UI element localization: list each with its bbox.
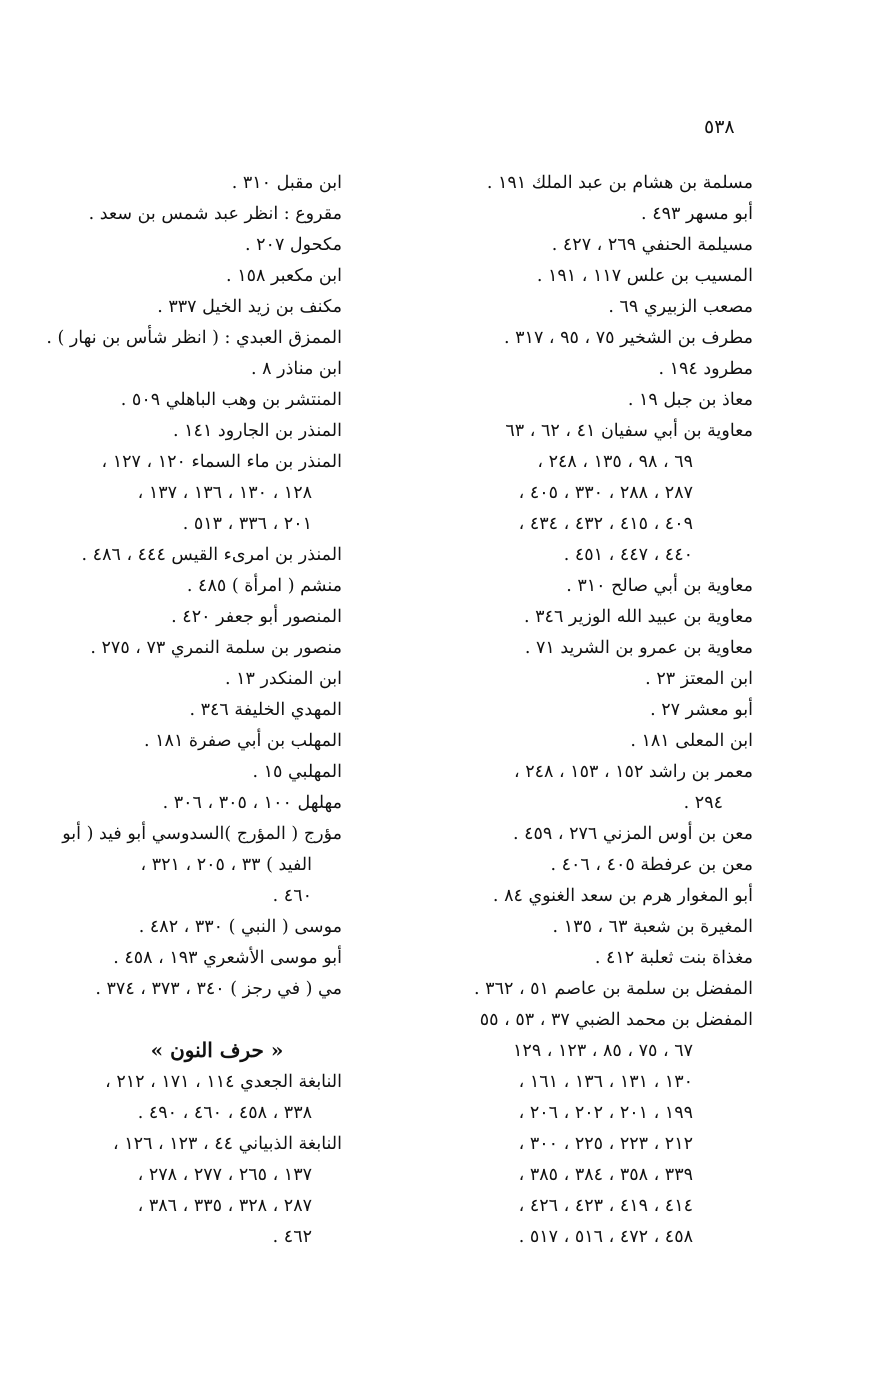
index-entry-continuation: ٣٣٨ ، ٤٥٨ ، ٤٦٠ ، ٤٩٠ . xyxy=(137,1103,312,1123)
index-entry: معاوية بن أبي سفيان ٤١ ، ٦٢ ، ٦٣ xyxy=(505,421,753,441)
index-entry-continuation: ١٣٧ ، ٢٦٥ ، ٢٧٧ ، ٢٧٨ ، xyxy=(137,1165,312,1185)
index-entry: معاوية بن عمرو بن الشريد ٧١ . xyxy=(524,638,753,658)
index-entry: النابغة الجعدي ١١٤ ، ١٧١ ، ٢١٢ ، xyxy=(105,1072,342,1092)
index-entry: مهلهل ١٠٠ ، ٣٠٥ ، ٣٠٦ . xyxy=(162,793,342,813)
index-entry-continuation: ٢١٢ ، ٢٢٣ ، ٢٢٥ ، ٣٠٠ ، xyxy=(518,1134,693,1154)
index-entry-continuation: ٢٨٧ ، ٢٨٨ ، ٣٣٠ ، ٤٠٥ ، xyxy=(518,483,693,503)
index-entry: النابغة الذبياني ٤٤ ، ١٢٣ ، ١٢٦ ، xyxy=(113,1134,342,1154)
index-entry: ابن مناذر ٨ . xyxy=(251,359,342,379)
index-entry: معاوية بن أبي صالح ٣١٠ . xyxy=(566,576,753,596)
index-entry: أبو المغوار هرم بن سعد الغنوي ٨٤ . xyxy=(492,886,753,906)
index-entry-continuation: ٤٥٨ ، ٤٧٢ ، ٥١٦ ، ٥١٧ . xyxy=(518,1227,693,1247)
index-entry: ابن مكعبر ١٥٨ . xyxy=(226,266,342,286)
index-entry: معن بن أوس المزني ٢٧٦ ، ٤٥٩ . xyxy=(512,824,753,844)
index-entry-continuation: الفيد ) ٣٣ ، ٢٠٥ ، ٣٢١ ، xyxy=(140,855,312,875)
index-entry-continuation: ٣٣٩ ، ٣٥٨ ، ٣٨٤ ، ٣٨٥ ، xyxy=(518,1165,693,1185)
index-entry-continuation: ٢٠١ ، ٣٣٦ ، ٥١٣ . xyxy=(182,514,312,534)
index-entry: ابن المنكدر ١٣ . xyxy=(224,669,342,689)
index-entry: منشم ( امرأة ) ٤٨٥ . xyxy=(186,576,342,596)
index-entry: مصعب الزبيري ٦٩ . xyxy=(608,297,753,317)
index-entry: المسيب بن علس ١١٧ ، ١٩١ . xyxy=(536,266,753,286)
index-entry: المنصور أبو جعفر ٤٢٠ . xyxy=(171,607,342,627)
index-entry: مؤرج ( المؤرج )السدوسي أبو فيد ( أبو xyxy=(62,824,342,844)
index-entry: الممزق العبدي : ( انظر شأس بن نهار ) . xyxy=(46,328,342,348)
index-entry: معن بن عرفطة ٤٠٥ ، ٤٠٦ . xyxy=(550,855,753,875)
index-entry: منصور بن سلمة النمري ٧٣ ، ٢٧٥ . xyxy=(90,638,342,658)
index-entry: المنذر بن امرىء القيس ٤٤٤ ، ٤٨٦ . xyxy=(81,545,342,565)
index-column-left xyxy=(12,168,342,1253)
index-entry: مسيلمة الحنفي ٢٦٩ ، ٤٢٧ . xyxy=(551,235,753,255)
index-entry: معاوية بن عبيد الله الوزير ٣٤٦ . xyxy=(524,607,753,627)
index-entry: ابن مقبل ٣١٠ . xyxy=(231,173,342,193)
index-entry: أبو موسى الأشعري ١٩٣ ، ٤٥٨ . xyxy=(113,948,342,968)
index-entry: المنذر بن الجارود ١٤١ . xyxy=(173,421,342,441)
index-entry-continuation: ١٣٠ ، ١٣١ ، ١٣٦ ، ١٦١ ، xyxy=(518,1072,693,1092)
index-entry: مكنف بن زيد الخيل ٣٣٧ . xyxy=(157,297,342,317)
index-entry: معمر بن راشد ١٥٢ ، ١٥٣ ، ٢٤٨ ، xyxy=(513,762,753,782)
index-entry: مسلمة بن هشام بن عبد الملك ١٩١ . xyxy=(486,173,753,193)
index-entry: المنتشر بن وهب الباهلي ٥٠٩ . xyxy=(120,390,342,410)
index-entry: المفضل بن سلمة بن عاصم ٥١ ، ٣٦٢ . xyxy=(474,979,753,999)
index-entry: أبو مسهر ٤٩٣ . xyxy=(641,204,753,224)
index-entry: مي ( في رجز ) ٣٤٠ ، ٣٧٣ ، ٣٧٤ . xyxy=(95,979,342,999)
index-entry-continuation: ٤٤٠ ، ٤٤٧ ، ٤٥١ . xyxy=(563,545,693,565)
index-entry: المفضل بن محمد الضبي ٣٧ ، ٥٣ ، ٥٥ xyxy=(479,1010,753,1030)
section-heading: « حرف النون » xyxy=(150,1038,284,1062)
index-entry-continuation: ٢٩٤ . xyxy=(683,793,723,813)
index-entry: ابن المعلى ١٨١ . xyxy=(630,731,753,751)
index-entry-continuation: ٤٠٩ ، ٤١٥ ، ٤٣٢ ، ٤٣٤ ، xyxy=(518,514,693,534)
index-entry: أبو معشر ٢٧ . xyxy=(650,700,753,720)
index-entry: مطرود ١٩٤ . xyxy=(658,359,753,379)
index-entry: المغيرة بن شعبة ٦٣ ، ١٣٥ . xyxy=(552,917,753,937)
index-entry: موسى ( النبي ) ٣٣٠ ، ٤٨٢ . xyxy=(138,917,342,937)
index-entry: المهلب بن أبي صفرة ١٨١ . xyxy=(144,731,342,751)
index-entry: معاذ بن جبل ١٩ . xyxy=(627,390,753,410)
index-entry-continuation: ٦٩ ، ٩٨ ، ١٣٥ ، ٢٤٨ ، xyxy=(537,452,693,472)
index-entry-continuation: ٤٦٠ . xyxy=(272,886,312,906)
index-entry-continuation: ٤١٤ ، ٤١٩ ، ٤٢٣ ، ٤٢٦ ، xyxy=(518,1196,693,1216)
index-entry-continuation: ١٢٨ ، ١٣٠ ، ١٣٦ ، ١٣٧ ، xyxy=(137,483,312,503)
index-entry: مغذاة بنت ثعلبة ٤١٢ . xyxy=(594,948,753,968)
index-entry: مقروع : انظر عبد شمس بن سعد . xyxy=(88,204,342,224)
page-number: ٥٣٨ xyxy=(704,116,735,138)
index-entry: مكحول ٢٠٧ . xyxy=(245,235,342,255)
index-entry: المهلبي ١٥ . xyxy=(252,762,342,782)
index-column-right xyxy=(405,168,753,1253)
index-entry-continuation: ٦٧ ، ٧٥ ، ٨٥ ، ١٢٣ ، ١٢٩ xyxy=(513,1041,693,1061)
index-entry-continuation: ٤٦٢ . xyxy=(272,1227,312,1247)
index-entry: ابن المعتز ٢٣ . xyxy=(645,669,753,689)
index-entry: المنذر بن ماء السماء ١٢٠ ، ١٢٧ ، xyxy=(101,452,342,472)
index-entry: مطرف بن الشخير ٧٥ ، ٩٥ ، ٣١٧ . xyxy=(504,328,753,348)
index-entry: المهدي الخليفة ٣٤٦ . xyxy=(189,700,342,720)
index-entry-continuation: ٢٨٧ ، ٣٢٨ ، ٣٣٥ ، ٣٨٦ ، xyxy=(137,1196,312,1216)
index-entry-continuation: ١٩٩ ، ٢٠١ ، ٢٠٢ ، ٢٠٦ ، xyxy=(518,1103,693,1123)
